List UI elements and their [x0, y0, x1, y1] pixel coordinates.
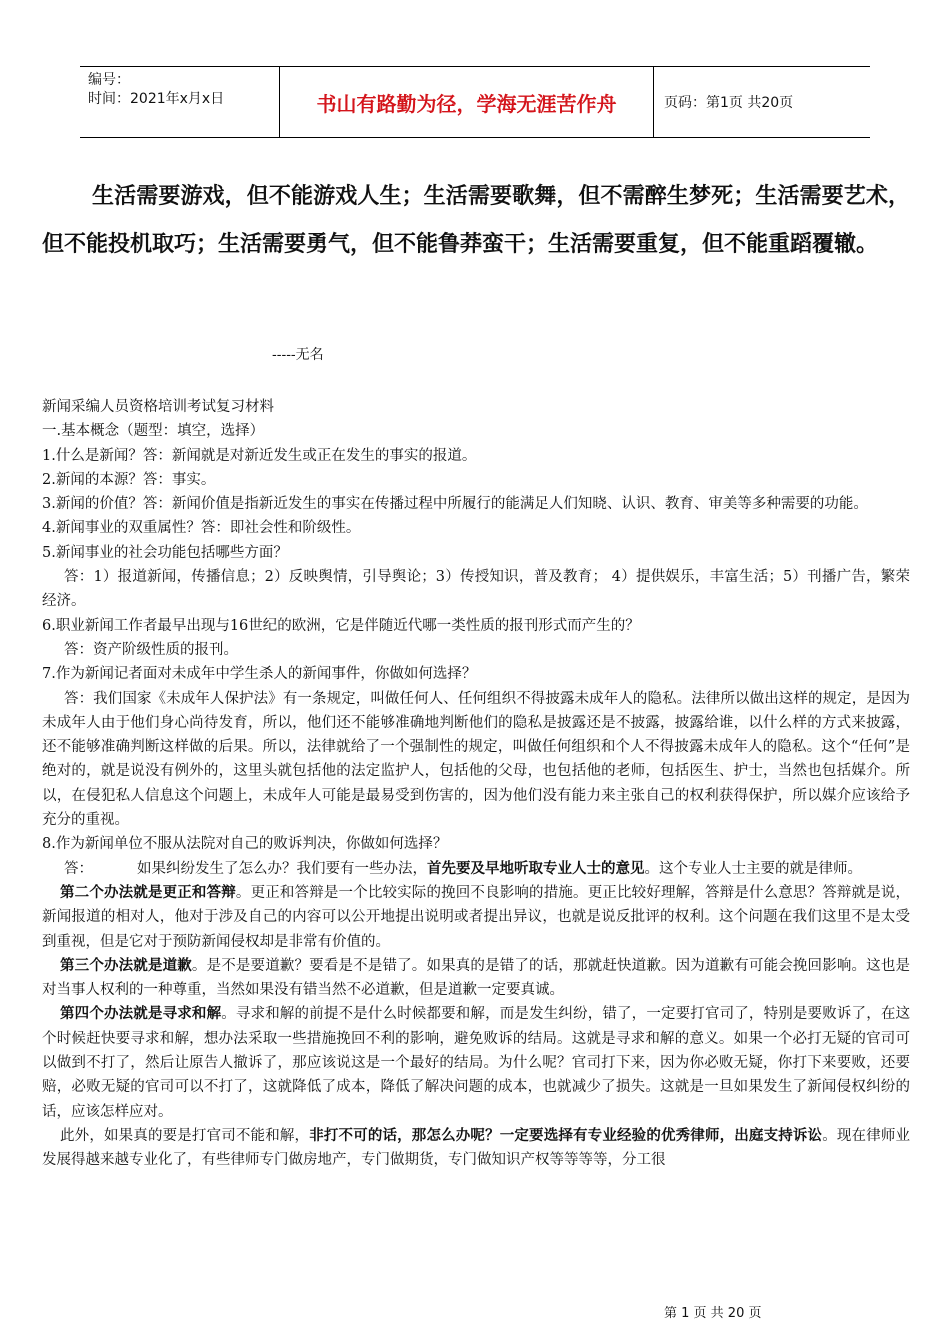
answer-8-label: 答： — [64, 860, 93, 877]
answer-8-bold: 首先要及早地听取专业人士的意见 — [427, 859, 645, 877]
question-3: 3.新闻的价值？答：新闻价值是指新近发生的事实在传播过程中所履行的能满足人们知晓、认识、教育、审美等多种需要的功能。 — [42, 496, 868, 513]
question-6: 6.职业新闻工作者最早出现与16世纪的欧洲，它是伴随近代哪一类性质的报刊形式而产生的？ — [42, 617, 640, 634]
paragraph-additional — [42, 1124, 910, 1173]
additional-post: 。现在律师业发展得越来越专业化了，有些律师专门做房地产，专门做期货，专门做知识产权等等等等，分工很 — [42, 1127, 911, 1169]
answer-7: 答：我们国家《未成年人保护法》有一条规定，叫做任何人、任何组织不得披露未成年人的隐私。法律所以做出这样的规定，是因为未成年人由于他们身心尚待发育，所以，他们还不能够准确地判断他们的隐私是披露还是不披露，披露给谁，以什么样的方式来披露，还不能够准确判断这样做的后果。所以，法律就给了一个强制性的规定，叫做任何组织和个人不得披露未成年人的隐私。这个“任何”是绝对的，就是说没有例外的，这里头就包括他的法定监护人，包括他的父母，也包括他的老师，包括医生、护士，当然也包括媒介。所以，在侵犯私人信息这个问题上，未成年人可能是最易受到伤害的，因为他们没有能力来主张自己的权利获得保护，所以媒介应该给予充分的重视。 — [42, 690, 910, 829]
question-5: 5.新闻事业的社会功能包括哪些方面？ — [42, 544, 288, 561]
answer-6: 答：资产阶级性质的报刊。 — [64, 641, 238, 658]
time-label: 时间：2021年x月x日 — [88, 91, 225, 107]
answer-5: 答：1）报道新闻，传播信息；2）反映舆情，引导舆论；3）传授知识，普及教育； 4）提供娱乐，丰富生活；5）刊播广告，繁荣经济。 — [42, 569, 910, 610]
additional-bold: 非打不可的话，那怎么办呢？一定要选择有专业经验的优秀律师，出庭支持诉讼 — [309, 1126, 823, 1144]
method-4-heading: 第四个办法就是寻求和解 — [60, 1005, 222, 1023]
answer-8-pre: 如果纠纷发生了怎么办？我们要有一些办法， — [137, 860, 427, 877]
question-4: 4.新闻事业的双重属性？答：即社会性和阶级性。 — [42, 520, 361, 537]
document-header — [80, 66, 870, 138]
doc-title: 新闻采编人员资格培训考试复习材料 — [42, 399, 274, 415]
answer-8-post: 。这个专业人士主要的就是律师。 — [644, 860, 862, 877]
quote-author: -----无名 — [272, 347, 324, 363]
question-1: 1.什么是新闻？答：新闻就是对新近发生或正在发生的事实的报道。 — [42, 447, 477, 464]
paragraph-method-3 — [42, 954, 910, 1003]
question-8: 8.作为新闻单位不服从法院对自己的败诉判决，你做如何选择？ — [42, 836, 448, 853]
question-7: 7.作为新闻记者面对未成年中学生杀人的新闻事件，你做如何选择？ — [42, 666, 477, 683]
quote-text: 生活需要游戏，但不能游戏人生；生活需要歌舞，但不需醉生梦死；生活需要艺术，但不能投机取巧；生活需要勇气，但不能鲁莽蛮干；生活需要重复，但不能重蹈覆辙。 — [42, 183, 910, 257]
method-2-heading: 第二个办法就是更正和答辩 — [60, 883, 236, 901]
header-motto: 书山有路勤为径，学海无涯苦作舟 — [280, 67, 654, 137]
method-3-heading: 第三个办法就是道歉 — [60, 956, 192, 974]
number-label: 编号： — [88, 72, 130, 88]
page-footer: 第 1 页 共 20 页 — [664, 1306, 762, 1321]
additional-pre: 此外，如果真的要是打官司不能和解， — [60, 1127, 310, 1144]
section-heading: 一.基本概念（题型：填空，选择） — [42, 423, 265, 440]
answer-8 — [42, 857, 910, 881]
method-2-text: 。更正和答辩是一个比较实际的挽回不良影响的措施。更正比较好理解，答辩是什么意思？答辩就是说，新闻报道的相对人，他对于涉及自己的内容可以公开地提出说明或者提出异议，也就是说反批评的权利。这个问题在我们这里不是太受到重视，但是它对于预防新闻侵权却是非常有价值的。 — [42, 884, 911, 950]
question-2: 2.新闻的本源？答：事实。 — [42, 471, 216, 488]
header-page-info: 页码：第1页 共20页 — [664, 95, 794, 111]
paragraph-method-4 — [42, 1002, 910, 1123]
header-meta — [80, 67, 280, 137]
method-3-text: 。是不是要道歉？要看是不是错了。如果真的是错了的话，那就赶快道歉。因为道歉有可能会挽回影响。这也是对当事人权利的一种尊重，当然如果没有错当然不必道歉，但是道歉一定要真诚。 — [42, 957, 910, 999]
document-body — [42, 395, 910, 1173]
method-4-text: 。寻求和解的前提不是什么时候都要和解，而是发生纠纷，错了，一定要打官司了，特别是要败诉了，在这个时候赶快要寻求和解，想办法采取一些措施挽回不利的影响，避免败诉的结局。这就是寻求和解的意义。如果一个必打无疑的官司可以做到不打了，然后让原告人撤诉了，那应该说这是一个最好的结局。为什么呢？官司打下来，因为你必败无疑，你打下来要败，还要赔，必败无疑的官司可以不打了，这就降低了成本，降低了解决问题的成本，也就减少了损失。这就是一旦如果发生了新闻侵权纠纷的话，应该怎样应对。 — [42, 1006, 911, 1120]
paragraph-method-2 — [42, 881, 910, 954]
